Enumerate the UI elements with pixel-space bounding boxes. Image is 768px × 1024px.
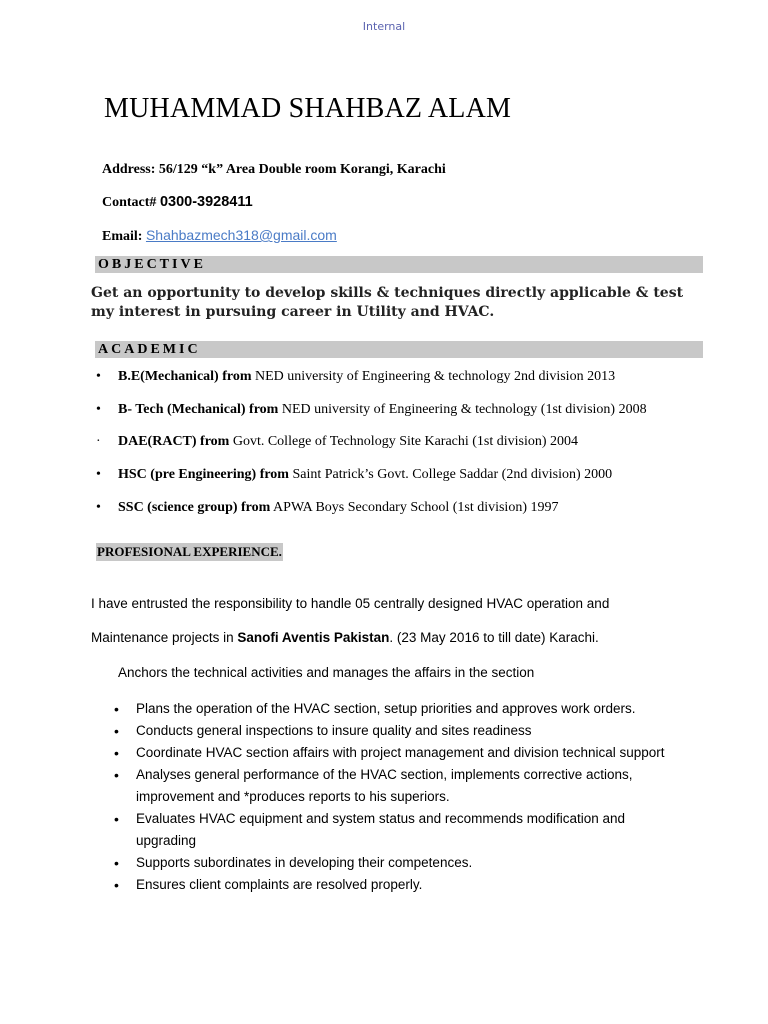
experience-intro-pre: Maintenance projects in	[91, 630, 234, 645]
academic-degree: SSC (science group) from	[118, 500, 271, 515]
duty-item: • Plans the operation of the HVAC section, setup priorities and approves work orders.	[114, 698, 674, 720]
address-line: Address: 56/129 “k” Area Double room Korangi, Karachi	[102, 162, 446, 177]
academic-item	[96, 369, 615, 385]
academic-degree: B.E(Mechanical) from	[118, 369, 252, 384]
objective-text: Get an opportunity to develop skills & techniques directly applicable & test my interest in pursuing career in Utility and HVAC.	[91, 285, 684, 320]
experience-intro-line1: I have entrusted the responsibility to handle 05 centrally designed HVAC operation and	[91, 596, 610, 611]
duty-item: • Evaluates HVAC equipment and system status and recommends modification and upgrading	[114, 808, 674, 852]
duty-item: • Conducts general inspections to insure quality and sites readiness	[114, 720, 674, 742]
experience-summary: Anchors the technical activities and manages the affairs in the section	[118, 665, 535, 680]
classification-label: Internal	[362, 20, 406, 33]
company-name: Sanofi Aventis Pakistan	[237, 630, 390, 645]
academic-heading: ACADEMIC	[95, 341, 703, 358]
duties-list	[114, 698, 674, 896]
bullet-icon: ·	[96, 434, 101, 449]
bullet-icon: •	[96, 467, 101, 482]
email-line	[102, 227, 337, 245]
academic-degree: HSC (pre Engineering) from	[118, 467, 289, 482]
duty-item: • Ensures client complaints are resolved properly.	[114, 874, 674, 896]
bullet-icon: •	[96, 369, 101, 384]
duty-item: • Supports subordinates in developing their competences.	[114, 852, 674, 874]
email-link[interactable]: Shahbazmech318@gmail.com	[145, 227, 337, 243]
academic-item	[96, 467, 612, 483]
contact-line	[102, 194, 253, 211]
academic-item	[96, 434, 578, 450]
academic-detail: NED university of Engineering & technology (1st division) 2008	[281, 402, 647, 417]
academic-degree: DAE(RACT) from	[118, 434, 230, 449]
experience-intro-post: . (23 May 2016 to till date) Karachi.	[389, 630, 599, 645]
contact-label: Contact#	[102, 195, 157, 210]
academic-degree: B- Tech (Mechanical) from	[118, 402, 279, 417]
academic-item	[96, 402, 647, 418]
experience-intro-line2	[91, 630, 599, 645]
duty-item: • Analyses general performance of the HVAC section, implements corrective actions, improvement and *produces reports to his superiors.	[114, 764, 674, 808]
bullet-icon: •	[96, 402, 101, 417]
experience-heading: PROFESIONAL EXPERIENCE.	[97, 544, 282, 559]
academic-detail: NED university of Engineering & technology 2nd division 2013	[255, 369, 616, 384]
objective-heading: OBJECTIVE	[95, 256, 703, 273]
academic-item	[96, 500, 559, 516]
candidate-name: MUHAMMAD SHAHBAZ ALAM	[104, 93, 512, 124]
bullet-icon: •	[96, 500, 101, 515]
duty-item: • Coordinate HVAC section affairs with project management and division technical support	[114, 742, 674, 764]
academic-detail: APWA Boys Secondary School (1st division) 1997	[273, 500, 559, 515]
contact-number: 0300-3928411	[159, 194, 253, 210]
academic-detail: Saint Patrick’s Govt. College Saddar (2nd division) 2000	[292, 467, 613, 482]
academic-detail: Govt. College of Technology Site Karachi (1st division) 2004	[232, 434, 579, 449]
email-label: Email:	[102, 229, 143, 244]
